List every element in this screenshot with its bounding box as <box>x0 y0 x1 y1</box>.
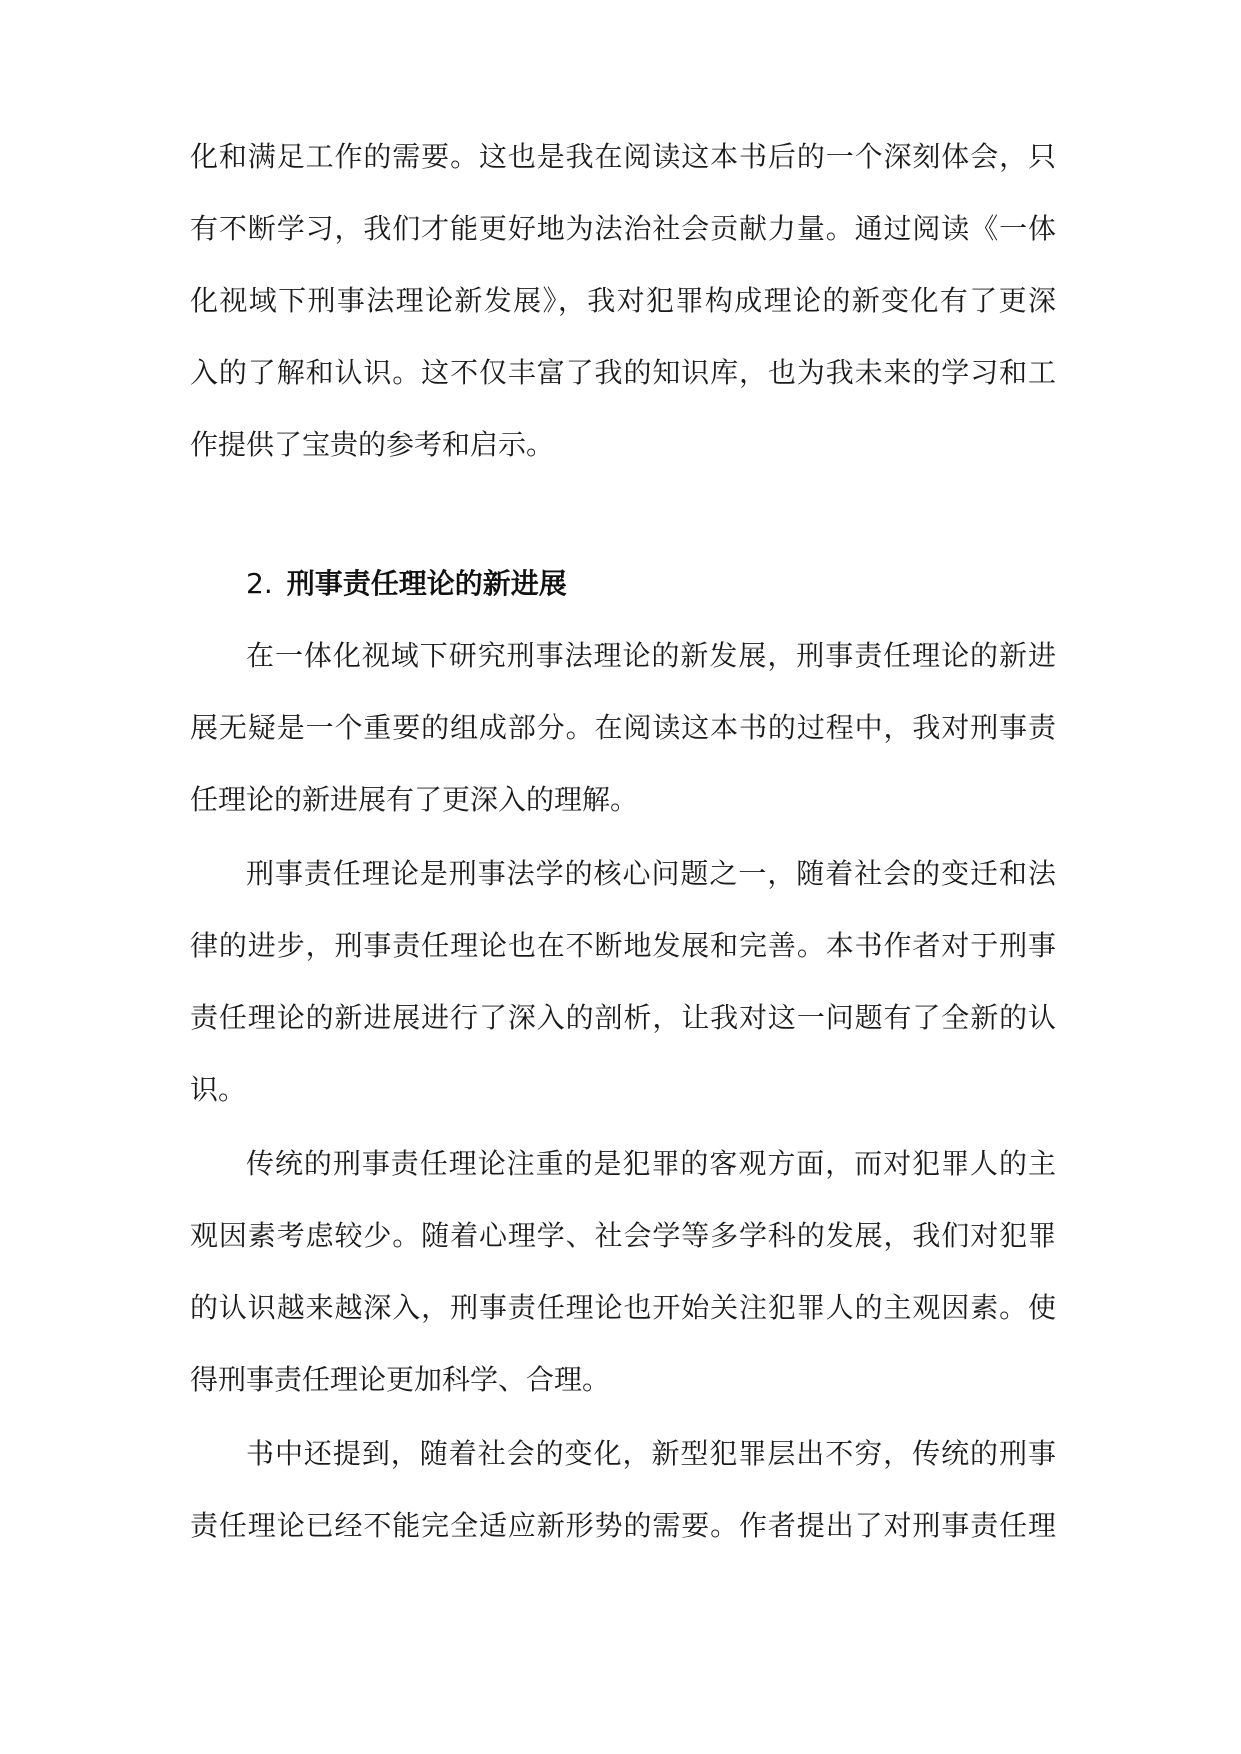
text-line: 责任理论的新进展进行了深入的剖析，让我对这一问题有了全新的认 <box>190 1001 1056 1034</box>
text-line: 刑事责任理论是刑事法学的核心问题之一，随着社会的变迁和法 <box>246 857 1056 890</box>
text-line: 责任理论已经不能完全适应新形势的需要。作者提出了对刑事责任理 <box>190 1509 1056 1542</box>
text-line: 识。 <box>190 1073 247 1106</box>
paragraph-continuation <box>190 121 1056 481</box>
text-line: 展无疑是一个重要的组成部分。在阅读这本书的过程中，我对刑事责 <box>190 711 1056 744</box>
text-line: 的认识越来越深入，刑事责任理论也开始关注犯罪人的主观因素。使 <box>190 1291 1056 1324</box>
paragraph-2 <box>190 838 1056 1126</box>
text-line: 入的了解和认识。这不仅丰富了我的知识库，也为我未来的学习和工 <box>190 356 1056 389</box>
paragraph-1 <box>190 620 1056 836</box>
text-line: 作提供了宝贵的参考和启示。 <box>190 428 555 461</box>
section-number: 2. <box>246 567 273 600</box>
text-line: 得刑事责任理论更加科学、合理。 <box>190 1363 611 1396</box>
paragraph-3 <box>190 1128 1056 1416</box>
section-heading <box>246 548 567 620</box>
text-line: 在一体化视域下研究刑事法理论的新发展，刑事责任理论的新进 <box>246 639 1056 672</box>
text-line: 任理论的新进展有了更深入的理解。 <box>190 783 639 816</box>
section-title: 刑事责任理论的新进展 <box>286 567 567 600</box>
text-line: 化和满足工作的需要。这也是我在阅读这本书后的一个深刻体会，只 <box>190 140 1056 173</box>
text-line: 化视域下刑事法理论新发展》，我对犯罪构成理论的新变化有了更深 <box>190 284 1056 317</box>
text-line: 观因素考虑较少。随着心理学、社会学等多学科的发展，我们对犯罪 <box>190 1219 1056 1252</box>
text-line: 传统的刑事责任理论注重的是犯罪的客观方面，而对犯罪人的主 <box>246 1147 1056 1180</box>
paragraph-4 <box>190 1418 1056 1562</box>
text-line: 书中还提到，随着社会的变化，新型犯罪层出不穷，传统的刑事 <box>246 1437 1056 1470</box>
text-line: 律的进步，刑事责任理论也在不断地发展和完善。本书作者对于刑事 <box>190 929 1056 962</box>
text-line: 有不断学习，我们才能更好地为法治社会贡献力量。通过阅读《一体 <box>190 212 1056 245</box>
